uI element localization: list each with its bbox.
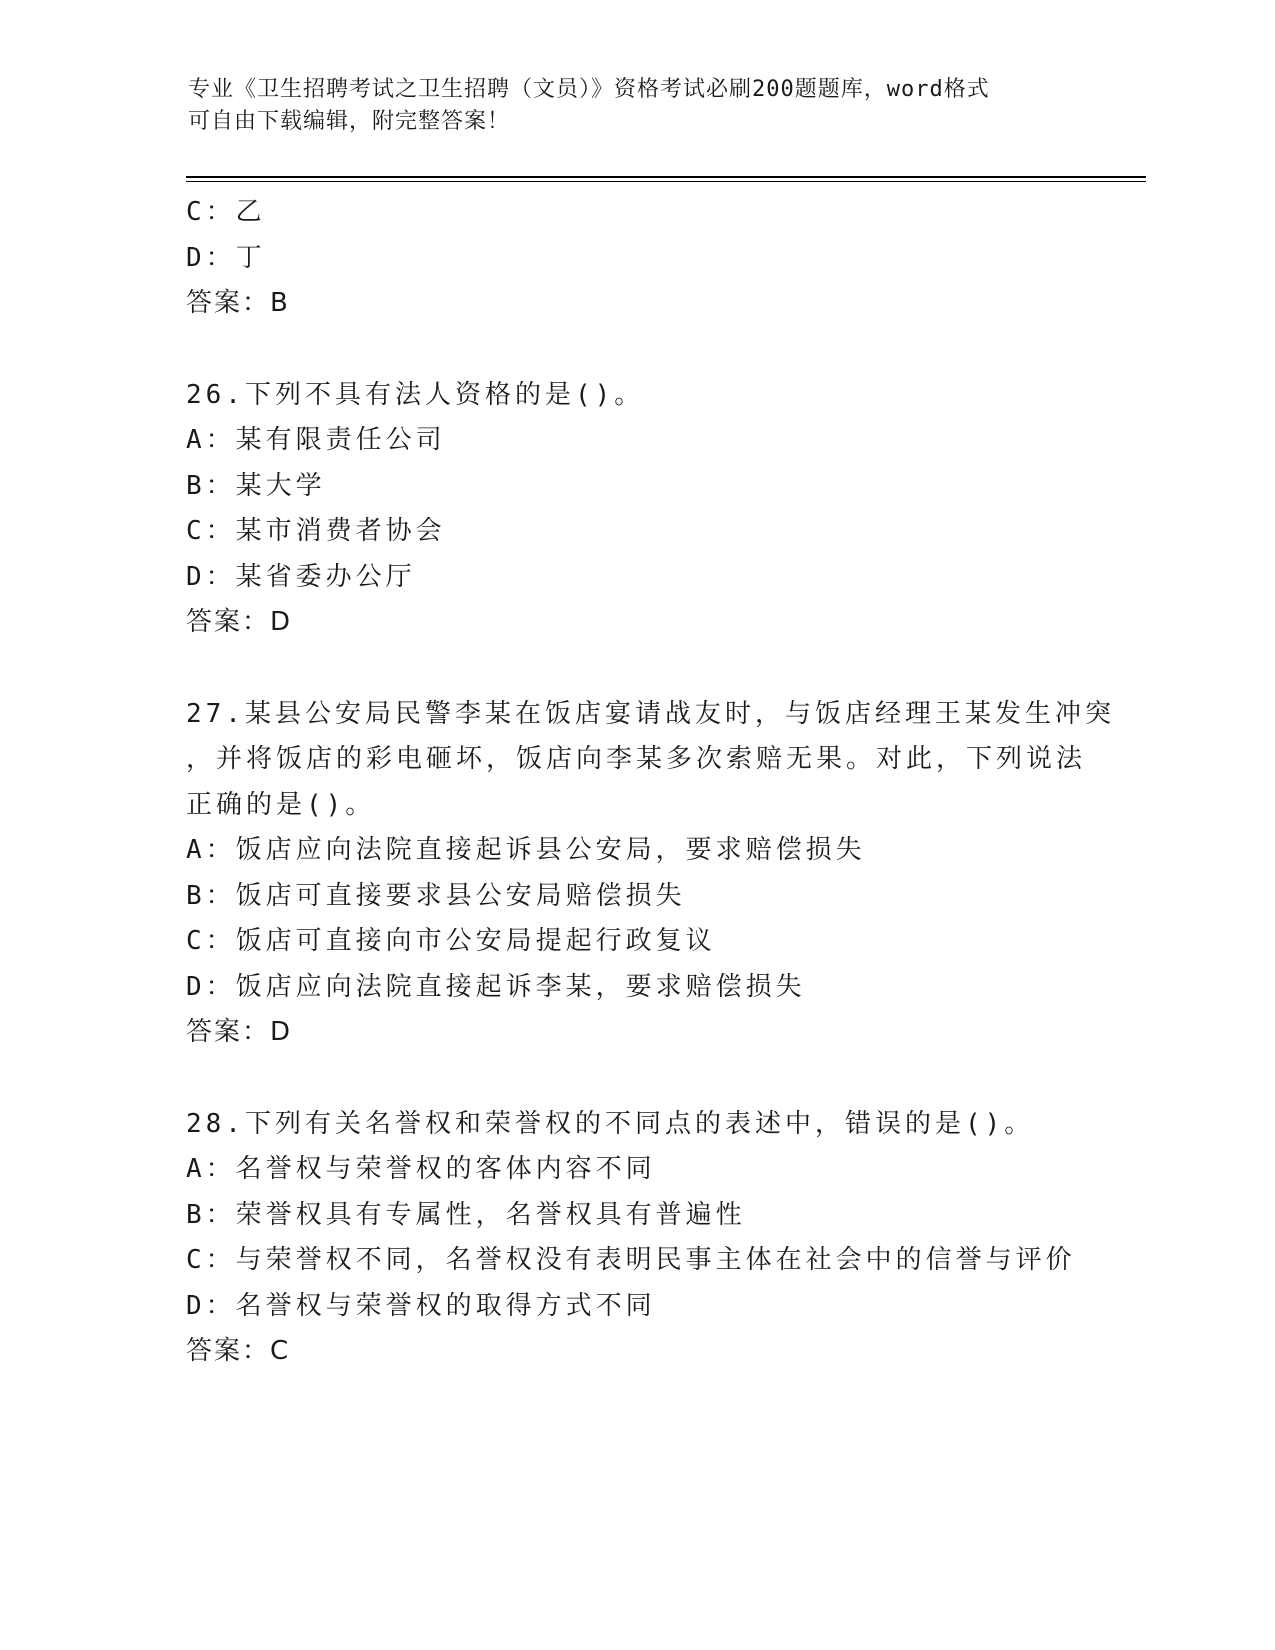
option-d: D：丁 [186,242,266,273]
header-title-line-2: 可自由下载编辑，附完整答案！ [188,109,511,134]
answer-line: 答案：B [186,288,290,318]
option-c: C：乙 [186,197,266,227]
question-26 [186,373,1086,646]
option-c: C：饭店可直接向市公安局提起行政复议 [186,926,716,956]
question-text: 26.下列不具有法人资格的是()。 [186,379,645,410]
header-divider-thin [186,181,1146,182]
prev-question-tail [186,190,1086,327]
question-text-line-3: 正确的是()。 [186,789,376,820]
option-d: D：某省委办公厅 [186,561,416,592]
option-c: C：某市消费者协会 [186,516,446,546]
answer-line: 答案：D [186,607,293,637]
question-text: 28.下列有关名誉权和荣誉权的不同点的表述中，错误的是()。 [186,1108,1035,1139]
question-text-line-2: ，并将饭店的彩电砸坏，饭店向李某多次索赔无果。对此，下列说法 [186,744,1087,774]
option-a: A：饭店应向法院直接起诉县公安局，要求赔偿损失 [186,835,866,865]
option-d: D：饭店应向法院直接起诉李某，要求赔偿损失 [186,971,806,1002]
option-d: D：名誉权与荣誉权的取得方式不同 [186,1290,656,1321]
answer-line: 答案：C [186,1336,291,1366]
document-body [186,190,1115,1375]
option-b: B：某大学 [186,470,326,501]
option-a: A：名誉权与荣誉权的客体内容不同 [186,1154,656,1184]
question-text-line-1: 27.某县公安局民警李某在饭店宴请战友时，与饭店经理王某发生冲突 [186,698,1115,729]
header-title-line-1: 专业《卫生招聘考试之卫生招聘（文员）》资格考试必刷200题题库，word格式 [188,77,990,102]
question-28 [186,1102,1086,1375]
answer-line: 答案：D [186,1017,293,1047]
option-c: C：与荣誉权不同，名誉权没有表明民事主体在社会中的信誉与评价 [186,1245,1076,1275]
option-a: A：某有限责任公司 [186,425,446,455]
option-b: B：饭店可直接要求县公安局赔偿损失 [186,880,686,911]
header-divider-thick [186,176,1146,178]
page-header [188,74,1068,138]
option-b: B：荣誉权具有专属性，名誉权具有普遍性 [186,1199,746,1230]
question-27 [186,692,1115,1056]
